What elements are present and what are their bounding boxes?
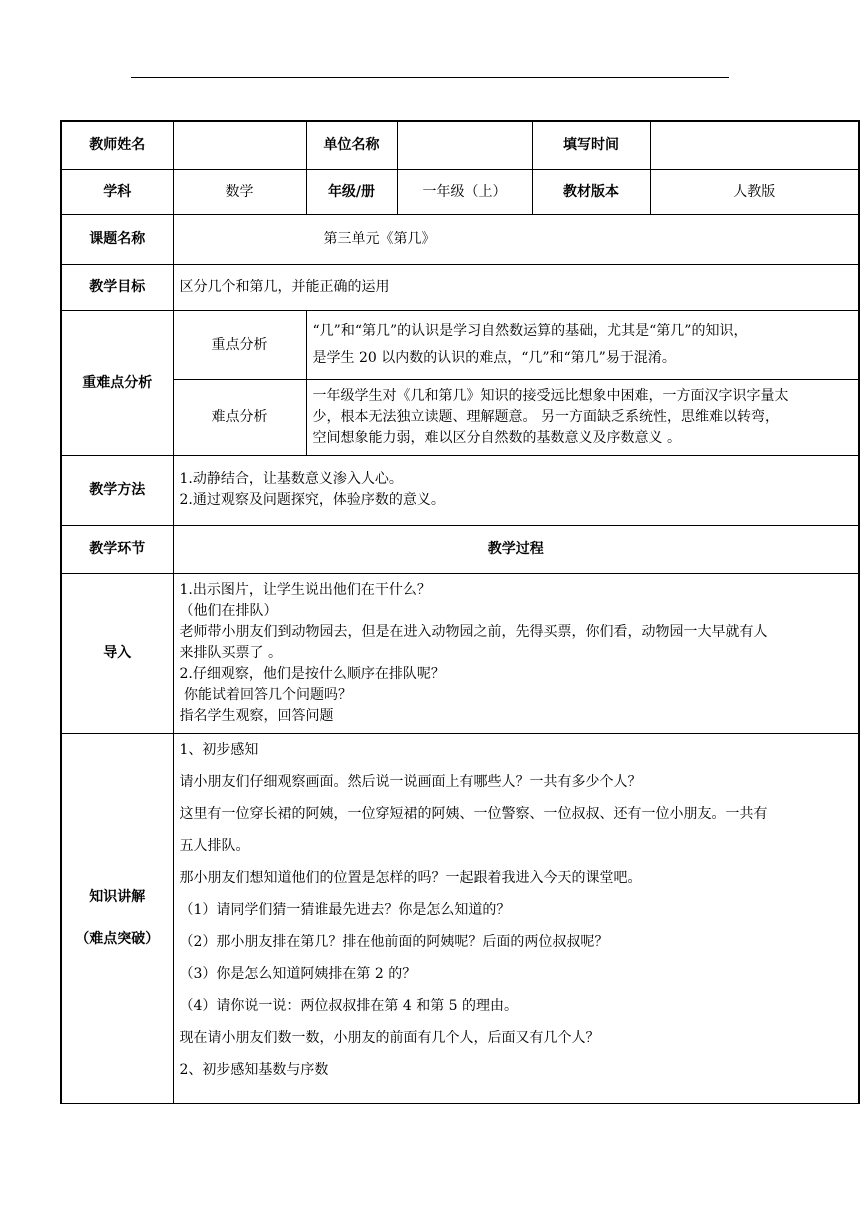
knowledge-line: （4）请你说一说：两位叔叔排在第 4 和第 5 的理由。 [179,997,519,1014]
hard-analysis-text [306,379,859,455]
knowledge-line [180,803,855,857]
subject-value: 数学 [173,169,306,214]
row-knowledge [61,733,859,1103]
intro-label: 导入 [61,573,173,733]
knowledge-line: （1）请同学们猜一猜谁最先进去？你是怎么知道的？ [179,901,511,918]
method-label: 教学方法 [61,455,173,525]
knowledge-label-main: 知识讲解 [89,889,146,905]
grade-value: 一年级（上） [397,169,532,214]
topic-value: 第三单元《第几》 [173,214,859,264]
intro-line: 指名学生观察，回答问题 [179,707,334,724]
grade-label: 年级/册 [306,169,397,214]
header-rule [131,77,729,78]
intro-line: （他们在排队） [179,602,278,619]
key-analysis-text [306,310,859,379]
hard-analysis-line: 一年级学生对《几和第几》知识的接受远比想象中困难，一方面汉字识字量太 [312,387,789,404]
row-key-analysis [61,310,859,379]
intro-line: 1.出示图片，让学生说出他们在干什么？ [179,581,431,598]
intro-line: 老师带小朋友们到动物园去，但是在进入动物园之前，先得买票，你们看，动物园一大早就有人 [179,623,768,640]
teacher-name-value [173,121,306,169]
method-line: 2.通过观察及问题探究，体验序数的意义。 [179,492,445,508]
row-process-header [61,525,859,573]
edition-value: 人教版 [650,169,859,214]
method-line: 1.动静结合，让基数意义渗入人心。 [179,471,403,487]
goal-value: 区分几个和第几，并能正确的运用 [173,264,859,310]
row-subject [61,169,859,214]
knowledge-line: 请小朋友们仔细观察画面。然后说一说画面上有哪些人？一共有多少个人？ [179,773,642,790]
stage-header-label: 教学环节 [61,525,173,573]
intro-line: 你能试着回答几个问题吗？ [179,686,352,703]
knowledge-line: 现在请小朋友们数一数，小朋友的前面有几个人，后面又有几个人？ [179,1029,600,1046]
knowledge-line-part: 这里有一位穿长裙的阿姨，一位穿短裙的阿姨、一位警察、一位叔叔、还有一位小朋友。一共有 [179,805,768,822]
row-hard-analysis [61,379,859,455]
analysis-label: 重难点分析 [61,310,173,455]
row-teacher [61,121,859,169]
process-header-label: 教学过程 [173,525,859,573]
row-goal [61,264,859,310]
knowledge-line: 那小朋友们想知道他们的位置是怎样的吗？一起跟着我进入今天的课堂吧。 [179,869,642,886]
knowledge-line: （2）那小朋友排在第几？排在他前面的阿姨呢？后面的两位叔叔呢？ [179,933,609,950]
row-method [61,455,859,525]
hard-analysis-line: 少，根本无法独立读题、理解题意。 另一方面缺乏系统性，思维难以转弯， [312,408,779,425]
knowledge-label-sub: （难点突破） [75,931,160,947]
goal-label: 教学目标 [61,264,173,310]
teacher-name-label: 教师姓名 [61,121,173,169]
key-analysis-label: 重点分析 [173,310,306,379]
knowledge-line: 2、初步感知基数与序数 [179,1061,329,1078]
subject-label: 学科 [61,169,173,214]
key-analysis-line: “几”和“第几”的认识是学习自然数运算的基础，尤其是“第几”的知识， [312,322,748,339]
knowledge-text [173,733,859,1103]
hard-analysis-line: 空间想象能力弱，难以区分自然数的基数意义及序数意义 。 [312,429,681,446]
fill-date-label: 填写时间 [532,121,650,169]
intro-line: 来排队买票了 。 [179,644,282,661]
hard-analysis-label: 难点分析 [173,379,306,455]
knowledge-line-part: 五人排队。 [179,837,250,854]
intro-line: 2.仔细观察，他们是按什么顺序在排队呢？ [179,665,445,682]
key-analysis-line: 是学生 20 以内数的认识的难点，“几”和“第几”易于混淆。 [312,349,676,366]
topic-label: 课题名称 [61,214,173,264]
knowledge-label [61,733,173,1103]
row-intro [61,573,859,733]
edition-label: 教材版本 [532,169,650,214]
intro-text [173,573,859,733]
knowledge-line: （3）你是怎么知道阿姨排在第 2 的？ [179,965,417,982]
method-text [173,455,859,525]
lesson-plan-table [60,120,860,1104]
knowledge-line: 1、初步感知 [179,741,259,758]
unit-name-label: 单位名称 [306,121,397,169]
row-topic [61,214,859,264]
unit-name-value [397,121,532,169]
fill-date-value [650,121,859,169]
